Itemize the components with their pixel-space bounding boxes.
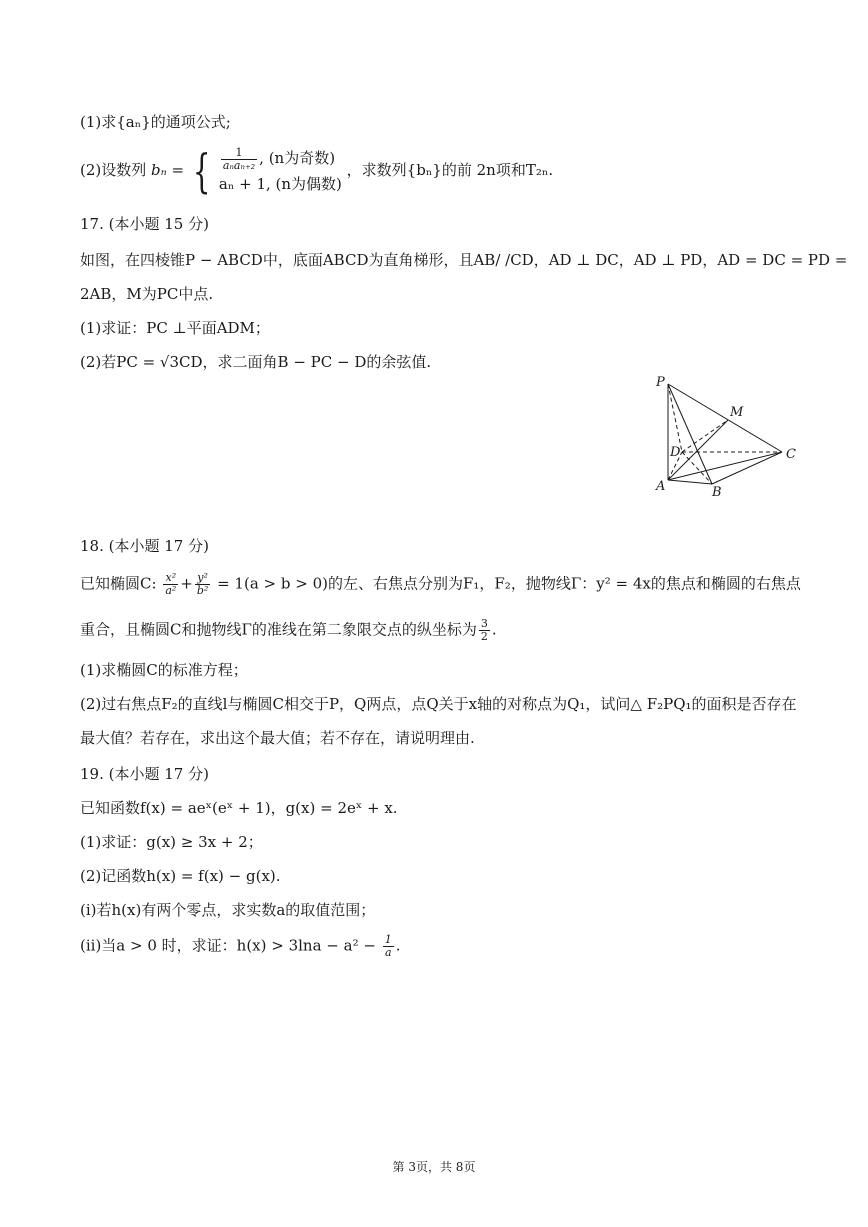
fraction-numerator: y² xyxy=(195,572,210,585)
q19-sub-i: (i)若h(x)有两个零点，求实数a的取值范围； xyxy=(80,901,376,919)
segment-DB xyxy=(682,452,712,484)
q16-part1: (1)求{aₙ}的通项公式; xyxy=(80,113,231,131)
q17-stem-line1: 如图，在四棱锥P − ABCD中，底面ABCD为直角梯形，且AB/ /CD，AD ⊥ DC，AD ⊥ PD，AD = DC = PD = xyxy=(80,251,848,269)
fraction-y2-b2 xyxy=(195,572,210,597)
q17-part1: (1)求证：PC ⊥平面ADM； xyxy=(80,319,270,337)
q18-stem-rest: = 1(a > b > 0)的左、右焦点分别为F₁，F₂，抛物线Γ：y² = 4x的焦点和椭圆的右焦点 xyxy=(217,574,801,593)
fraction-denominator: a xyxy=(384,946,392,959)
fraction-denominator: a² xyxy=(165,584,177,597)
q18-stem-line1 xyxy=(80,572,801,602)
label-D: D xyxy=(670,445,681,460)
q16-part2-suffix: ，求数列{bₙ}的前 2n项和T₂ₙ. xyxy=(346,160,554,179)
segment-AC xyxy=(668,452,782,480)
fraction-x2-a2 xyxy=(163,572,178,597)
fraction-denominator: aₙaₙ₊₂ xyxy=(222,158,256,172)
segment-DM xyxy=(682,420,728,452)
edge-PC xyxy=(668,384,782,452)
q18-header: 18. (本小题 17 分) xyxy=(80,537,209,555)
pyramid-figure xyxy=(640,372,820,502)
label-B: B xyxy=(712,485,722,500)
fraction-3-2 xyxy=(479,618,490,643)
q18-stem-line2-end: . xyxy=(491,620,497,639)
plus-sign: + xyxy=(180,574,193,593)
q19-sub-ii-end: . xyxy=(395,936,401,955)
case-odd xyxy=(219,146,342,172)
q19-part2: (2)记函数h(x) = f(x) − g(x). xyxy=(80,867,281,885)
page-footer: 第 3页，共 8页 xyxy=(392,1160,476,1174)
edge-PB xyxy=(668,384,712,484)
q17-part2: (2)若PC = √3CD，求二面角B − PC − D的余弦值. xyxy=(80,353,432,371)
case-even: aₙ + 1, (n为偶数) xyxy=(218,174,342,193)
fraction-numerator: 1 xyxy=(221,147,257,160)
q17-stem-line2: 2AB，M为PC中点. xyxy=(80,285,214,303)
q18-stem-line2 xyxy=(80,618,497,648)
edge-AB xyxy=(668,480,712,484)
q18-stem-prefix: 已知椭圆C: xyxy=(80,574,157,593)
fraction-denominator: b² xyxy=(196,584,209,597)
q19-header: 19. (本小题 17 分) xyxy=(80,765,209,783)
q17-header: 17. (本小题 15 分) xyxy=(80,215,209,233)
fraction-denominator: 2 xyxy=(480,630,488,643)
fraction-numerator: x² xyxy=(163,572,178,585)
q18-part1: (1)求椭圆C的标准方程； xyxy=(80,661,248,679)
label-A: A xyxy=(656,479,666,494)
q16-part2 xyxy=(80,143,554,198)
q19-sub-ii-prefix: (ii)当a > 0 时，求证：h(x) > 3lna − a² − xyxy=(80,936,376,955)
q16-part2-prefix: (2)设数列 xyxy=(80,160,147,179)
edge-BC xyxy=(712,452,782,484)
q18-stem-line2-prefix: 重合，且椭圆C和抛物线Γ的准线在第二象限交点的纵坐标为 xyxy=(80,620,477,639)
q19-sub-ii xyxy=(80,934,401,964)
q18-part2-line2: 最大值？若存在，求出这个最大值；若不存在，请说明理由. xyxy=(80,729,475,747)
case-odd-condition: , (n为奇数) xyxy=(259,149,336,167)
fraction-1-a xyxy=(383,934,394,959)
label-P: P xyxy=(656,375,665,390)
fraction-numerator: 3 xyxy=(480,617,488,630)
q19-part1: (1)求证：g(x) ≥ 3x + 2； xyxy=(80,833,263,851)
label-C: C xyxy=(786,447,796,462)
left-brace: { xyxy=(192,143,211,198)
q19-stem: 已知函数f(x) = aeˣ(eˣ + 1)，g(x) = 2eˣ + x. xyxy=(80,799,398,817)
edge-PD xyxy=(668,384,682,452)
q18-part2-line1: (2)过右焦点F₂的直线l与椭圆C相交于P，Q两点，点Q关于x轴的对称点为Q₁，试问△ F₂PQ₁的面积是否存在 xyxy=(80,695,797,713)
piecewise-cases xyxy=(219,146,342,196)
q16-part2-lhs: bₙ = xyxy=(151,160,185,179)
case-odd-fraction xyxy=(221,147,257,172)
fraction-numerator: 1 xyxy=(384,933,392,946)
label-M: M xyxy=(730,405,744,420)
